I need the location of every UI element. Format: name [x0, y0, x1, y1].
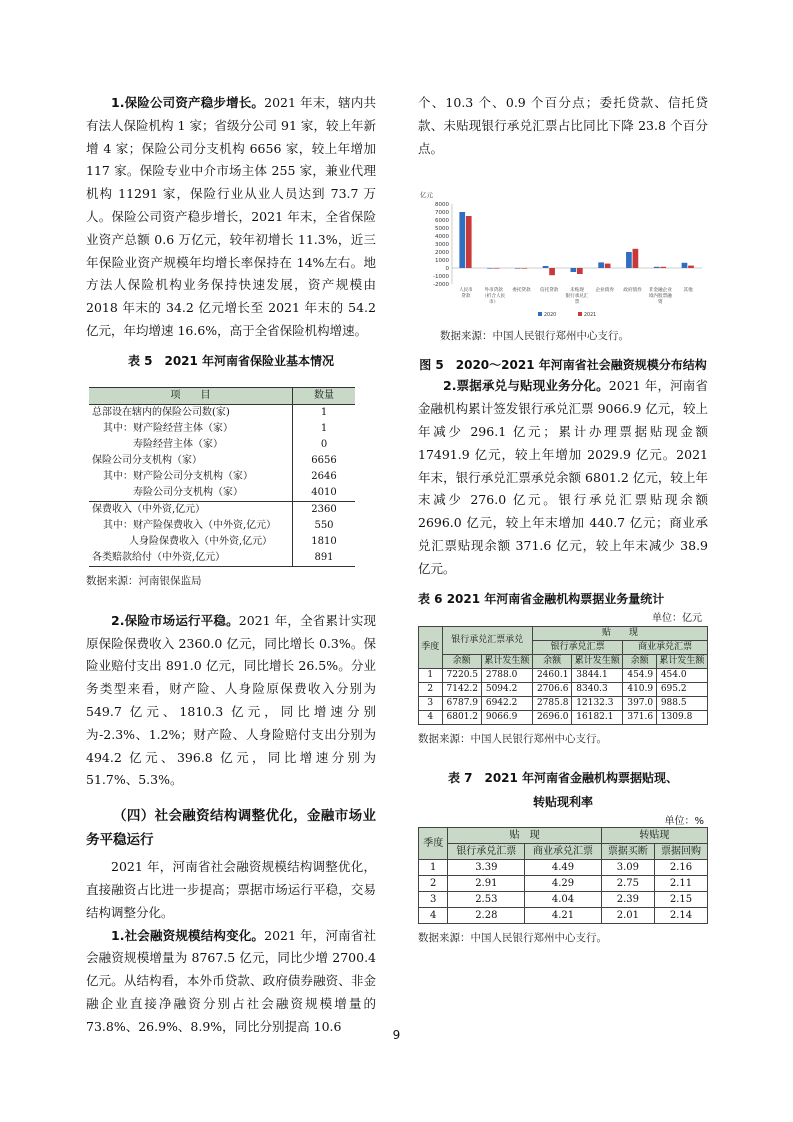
- table7-header-repo: 票据回购: [654, 843, 707, 859]
- paragraph-bills: [418, 375, 708, 580]
- table7-cell: 2.91: [448, 875, 525, 891]
- table7: [418, 827, 708, 924]
- table5-item: 寿险经营主体（家）: [133, 438, 223, 450]
- table7-cell: 1: [419, 859, 448, 875]
- paragraph-lead: 2.保险市场运行平稳。: [111, 612, 239, 628]
- table6-header-balance: 余额: [442, 654, 481, 668]
- table6-cell: 4: [419, 710, 443, 724]
- table6-cell: 3: [419, 696, 443, 710]
- table7-header-season: 季度: [419, 827, 448, 859]
- chart-bar-2021: [660, 267, 666, 268]
- chart-bar-2020: [682, 263, 688, 268]
- table6-cell: 2696.0: [532, 710, 571, 724]
- chart-xtick-label: 银行承兑汇: [565, 294, 589, 300]
- table5-value: 891: [293, 550, 356, 567]
- table5-item: 其中：财产险经营主体（家）: [103, 422, 233, 434]
- paragraph-lead: 1.社会融资规模结构变化。: [111, 927, 265, 943]
- chart-xtick-label: 非金融企业: [648, 288, 672, 294]
- table6-cell: 371.6: [623, 710, 656, 724]
- table6-caption: 表 6 2021 年河南省金融机构票据业务量统计: [418, 591, 665, 606]
- table6-cell: 2788.0: [481, 668, 532, 682]
- table5: [89, 387, 355, 567]
- table7-cell: 4: [419, 907, 448, 923]
- table6-cell: 454.9: [623, 668, 656, 682]
- table7-header-commercial-bill: 商业承兑汇票: [525, 843, 602, 859]
- chart-bar-2021: [577, 268, 583, 274]
- chart-xtick-label: 信托贷款: [540, 288, 559, 294]
- chart-bar-2020: [654, 267, 660, 268]
- table5-header: [89, 387, 355, 404]
- table5-value: 1: [293, 404, 356, 421]
- chart-bar-2020: [598, 263, 604, 269]
- table-row: [89, 550, 355, 567]
- table5-caption: 表 5 2021 年河南省保险业基本情况: [127, 353, 335, 368]
- table6-cell: 5094.2: [481, 682, 532, 696]
- table-row: [89, 437, 355, 453]
- left-column: [86, 92, 376, 1039]
- chart-ytick-label: -2000: [433, 282, 449, 289]
- chart-bar-2021: [494, 268, 500, 269]
- table7-cell: 3.39: [448, 859, 525, 875]
- table7-cell: 4.04: [525, 891, 602, 907]
- table7-header-bank-bill: 银行承兑汇票: [448, 843, 525, 859]
- financing-chart: [418, 190, 708, 320]
- paragraph-insurance-market: [86, 610, 376, 792]
- table6-cell: 988.5: [656, 696, 707, 710]
- chart-ytick-label: 2000: [435, 250, 449, 257]
- table7-cell: 4.49: [525, 859, 602, 875]
- chart-bar-2020: [487, 268, 493, 269]
- chart-xtick-label: 其他: [683, 288, 693, 294]
- table6-cell: 410.9: [623, 682, 656, 696]
- chart-ytick-label: 5000: [435, 226, 449, 233]
- chart-bar-2020: [459, 212, 465, 268]
- table5-header-item: 项 目: [89, 387, 293, 404]
- chart-ytick-label: -1000: [433, 274, 449, 281]
- chart-bar-2021: [605, 264, 611, 268]
- table-row: [89, 453, 355, 469]
- chart-legend-label: 2021: [584, 313, 597, 319]
- financing-chart-svg: [418, 190, 708, 320]
- chart-bar-2020: [515, 268, 521, 269]
- figure5-caption: 图 5 2020～2021 年河南省社会融资规模分布结构: [419, 358, 707, 373]
- table7-header-discount: 贴 现: [448, 827, 601, 843]
- chart-bar-2021: [466, 216, 472, 268]
- chart-bar-2020: [543, 266, 549, 268]
- table6-cell: 6942.2: [481, 696, 532, 710]
- table7-cell: 2.01: [601, 907, 654, 923]
- table7-cell: 2.14: [654, 907, 707, 923]
- chart-bar-2021: [633, 249, 639, 268]
- chart-ylabel: 亿元: [420, 191, 433, 200]
- paragraph-text: 2021 年，河南省金融机构累计签发银行承兑汇票 9066.9 亿元，较上年减少 296.1 亿元；累计办理票据贴现金额 17491.9 亿元，较上年增加 2029.9 亿元。2021 年末，银行承兑汇票承兑余额 6801.2 亿元，较上年末减少 276.0 亿元。银行承兑汇票贴现余额 2696.0 亿元，较上年末增加 440.7 亿元；商业承兑汇票贴现余额 371.6 亿元，较上年末减少 38.9 亿元。: [418, 378, 708, 576]
- chart-bar-2020: [626, 252, 632, 268]
- table6-header-row: [419, 626, 708, 640]
- table7-cell: 2.53: [448, 891, 525, 907]
- right-column: [418, 92, 708, 945]
- table7-header-row: [419, 843, 708, 859]
- table6-header-balance: 余额: [623, 654, 656, 668]
- table7-unit: 单位：%: [664, 815, 704, 827]
- chart-bar-2021: [549, 268, 555, 275]
- table6-cell: 695.2: [656, 682, 707, 696]
- paragraph-text: 2021 年，全省累计实现原保险保费收入 2360.0 亿元，同比增长 0.3%。保险业赔付支出 891.0 亿元，同比增长 26.5%。分业务类型来看，财产险、人身险原保费收入分别为 549.7 亿元、1810.3 亿元，同比增速分别为-2.3%、1.2%；财产险、人身险赔付支出分别为 494.2 亿元、396.8 亿元，同比增速分别为 51.7%、5.3%。: [86, 612, 376, 788]
- chart-source: 数据来源：中国人民银行郑州中心支行。: [440, 330, 629, 343]
- table7-header-rediscount: 转贴现: [601, 827, 707, 843]
- table7-cell: 4.29: [525, 875, 602, 891]
- chart-xtick-label: 企业债券: [595, 288, 614, 294]
- section-title: （四）社会融资结构调整优化，金融市场业务平稳运行: [86, 808, 376, 849]
- chart-ytick-label: 7000: [435, 210, 449, 217]
- table6-cell: 7142.2: [442, 682, 481, 696]
- table5-source: 数据来源：河南银保监局: [86, 574, 202, 587]
- table7-cell: 3: [419, 891, 448, 907]
- table5-value: 2646: [293, 469, 356, 485]
- table7-cell: 2.16: [654, 859, 707, 875]
- table6-header-acceptance: 银行承兑汇票承兑: [442, 626, 532, 654]
- table5-value: 1810: [293, 534, 356, 550]
- table-row: [419, 682, 708, 696]
- table-row: [89, 485, 355, 502]
- paragraph-text: 2021 年，河南省社会融资规模增量为 8767.5 亿元，同比少增 2700.4 亿元。从结构看，本外币贷款、政府债券融资、非金融企业直接净融资分别占社会融资规模增量的 73.8%、26.9%、8.9%，同比分别提高 10.6: [86, 927, 376, 1034]
- chart-ytick-label: 6000: [435, 218, 449, 225]
- table6-cell: 2: [419, 682, 443, 696]
- table7-cell: 2.39: [601, 891, 654, 907]
- table5-item: 保费收入（中外资,亿元）: [89, 501, 293, 518]
- table5-item: 其中：财产险公司分支机构（家）: [103, 470, 253, 482]
- chart-legend-swatch: [538, 312, 542, 316]
- table-row: [419, 668, 708, 682]
- chart-xtick-label: 贷款: [461, 294, 471, 300]
- table7-cell: 2.28: [448, 907, 525, 923]
- chart-bar-2021: [521, 268, 527, 269]
- table7-cell: 2.75: [601, 875, 654, 891]
- paragraph-lead: 1.保险公司资产稳步增长。: [111, 95, 265, 110]
- table6-header-season: 季度: [419, 626, 443, 668]
- table7-cell: 2: [419, 875, 448, 891]
- table6-cell: 7220.5: [442, 668, 481, 682]
- table7-header-row: [419, 827, 708, 843]
- table-row: [419, 696, 708, 710]
- table-row: [89, 421, 355, 437]
- chart-bar-2021: [688, 266, 694, 268]
- table7-source: 数据来源：中国人民银行郑州中心支行。: [418, 931, 607, 944]
- table7-cell: 3.09: [601, 859, 654, 875]
- chart-xtick-label: 外币贷款: [484, 288, 503, 294]
- table7-cell: 2.15: [654, 891, 707, 907]
- paragraph-financing-intro: 2021 年，河南省社会融资规模结构调整优化，直接融资占比进一步提高；票据市场运行平稳，交易结构调整分化。: [86, 859, 376, 920]
- table6-header-row: [419, 654, 708, 668]
- table6-cell: 454.0: [656, 668, 707, 682]
- table6-cell: 1: [419, 668, 443, 682]
- chart-xtick-label: 未贴现: [570, 288, 584, 294]
- table-row: [419, 891, 708, 907]
- table6-cell: 12132.3: [572, 696, 623, 710]
- table5-value: 1: [293, 421, 356, 437]
- chart-xtick-label: （折合人民: [482, 294, 506, 300]
- table5-value: 2360: [293, 501, 356, 518]
- table5-item: 保险公司分支机构（家）: [92, 454, 202, 466]
- table6-header-cumulative: 累计发生额: [656, 654, 707, 668]
- table-row: [89, 534, 355, 550]
- paragraph-text: 2021 年末，辖内共有法人保险机构 1 家；省级分公司 91 家，较上年新增 4 家；保险公司分支机构 6656 家，较上年增加 117 家。保险专业中介市场主体 255 家，兼业代理机构 11291 家，保险行业从业人员达到 73.7 万人。保险公司资产稳步增长，2021 年末，全省保险业资产总额 0.6 万亿元，较年初增长 11.3%，近三年保险业资产规模年均增长率保持在 14%左右。地方法人保险机构业务保持快速发展，资产规模由 2018 年末的 34.2 亿元增长至 2021 年末的 54.2 亿元，年均增速 16.6%，高于全省保险机构增速。: [86, 95, 376, 338]
- chart-xtick-label: 政府债券: [623, 288, 642, 294]
- page-number: 9: [392, 1028, 401, 1042]
- paragraph-financing-scale: [86, 925, 376, 1039]
- table5-header-value: 数量: [293, 387, 356, 404]
- table5-item: 各类赔款给付（中外资,亿元）: [92, 551, 226, 563]
- table-row: [419, 875, 708, 891]
- table-row: [419, 907, 708, 923]
- table6-header-cumulative: 累计发生额: [481, 654, 532, 668]
- chart-bar-2020: [571, 268, 577, 272]
- table6-header-cumulative: 累计发生额: [572, 654, 623, 668]
- chart-legend-swatch: [578, 312, 582, 316]
- table6-source: 数据来源：中国人民银行郑州中心支行。: [418, 732, 607, 745]
- table6: [418, 626, 708, 725]
- chart-xtick-label: 境内股票融: [648, 294, 672, 300]
- chart-xtick-label: 人民币: [458, 288, 473, 294]
- table-row: [419, 710, 708, 724]
- table5-value: 6656: [293, 453, 356, 469]
- table-row: [419, 859, 708, 875]
- table5-value: 0: [293, 437, 356, 453]
- table6-cell: 2460.1: [532, 668, 571, 682]
- chart-xtick-label: 委托贷款: [512, 288, 531, 294]
- table6-cell: 2706.6: [532, 682, 571, 696]
- table6-cell: 9066.9: [481, 710, 532, 724]
- chart-ytick-label: 8000: [435, 202, 449, 209]
- table7-cell: 2.11: [654, 875, 707, 891]
- table5-value: 4010: [293, 485, 356, 502]
- paragraph-lead: 2.票据承兑与贴现业务分化。: [443, 378, 609, 394]
- table6-cell: 1309.8: [656, 710, 707, 724]
- table5-item: 其中：财产险保费收入（中外资,亿元）: [103, 519, 277, 531]
- table6-header-commercial-bill: 商业承兑汇票: [623, 640, 708, 654]
- table-row: [89, 501, 355, 518]
- table-row: [89, 469, 355, 485]
- chart-ytick-label: 4000: [435, 234, 449, 241]
- table6-header-balance: 余额: [532, 654, 571, 668]
- table7-caption-line1: 表 7 2021 年河南省金融机构票据贴现、: [447, 770, 679, 785]
- paragraph-insurance-assets: [86, 92, 376, 343]
- table-row: [89, 518, 355, 534]
- chart-xtick-label: 票: [574, 300, 580, 306]
- chart-ytick-label: 0: [445, 266, 449, 273]
- table5-value: 550: [293, 518, 356, 534]
- table7-cell: 4.21: [525, 907, 602, 923]
- table6-cell: 6801.2: [442, 710, 481, 724]
- table6-cell: 16182.1: [572, 710, 623, 724]
- table5-item: 人身险保费收入（中外资,亿元）: [129, 535, 273, 547]
- table6-cell: 2785.8: [532, 696, 571, 710]
- table6-cell: 397.0: [623, 696, 656, 710]
- table6-cell: 3844.1: [572, 668, 623, 682]
- table6-cell: 8340.3: [572, 682, 623, 696]
- table5-item: 总部设在辖内的保险公司数(家): [92, 406, 230, 418]
- table6-unit: 单位：亿元: [652, 612, 702, 624]
- chart-legend-label: 2020: [544, 313, 557, 319]
- table7-caption-line2: 转贴现利率: [532, 794, 593, 809]
- table5-item: 寿险公司分支机构（家）: [133, 486, 243, 498]
- chart-xtick-label: 币）: [489, 300, 499, 306]
- chart-ytick-label: 3000: [435, 242, 449, 249]
- chart-xtick-label: 资: [658, 300, 663, 306]
- table-row: [89, 404, 355, 421]
- table6-header-bank-bill: 银行承兑汇票: [532, 640, 622, 654]
- chart-ytick-label: 1000: [435, 258, 449, 265]
- table6-header-discount: 贴 现: [532, 626, 707, 640]
- table6-cell: 6787.9: [442, 696, 481, 710]
- paragraph-continued: 个、10.3 个、0.9 个百分点；委托贷款、信托贷款、未贴现银行承兑汇票占比同比下降 23.8 个百分点。: [418, 95, 708, 156]
- table7-header-buyout: 票据买断: [601, 843, 654, 859]
